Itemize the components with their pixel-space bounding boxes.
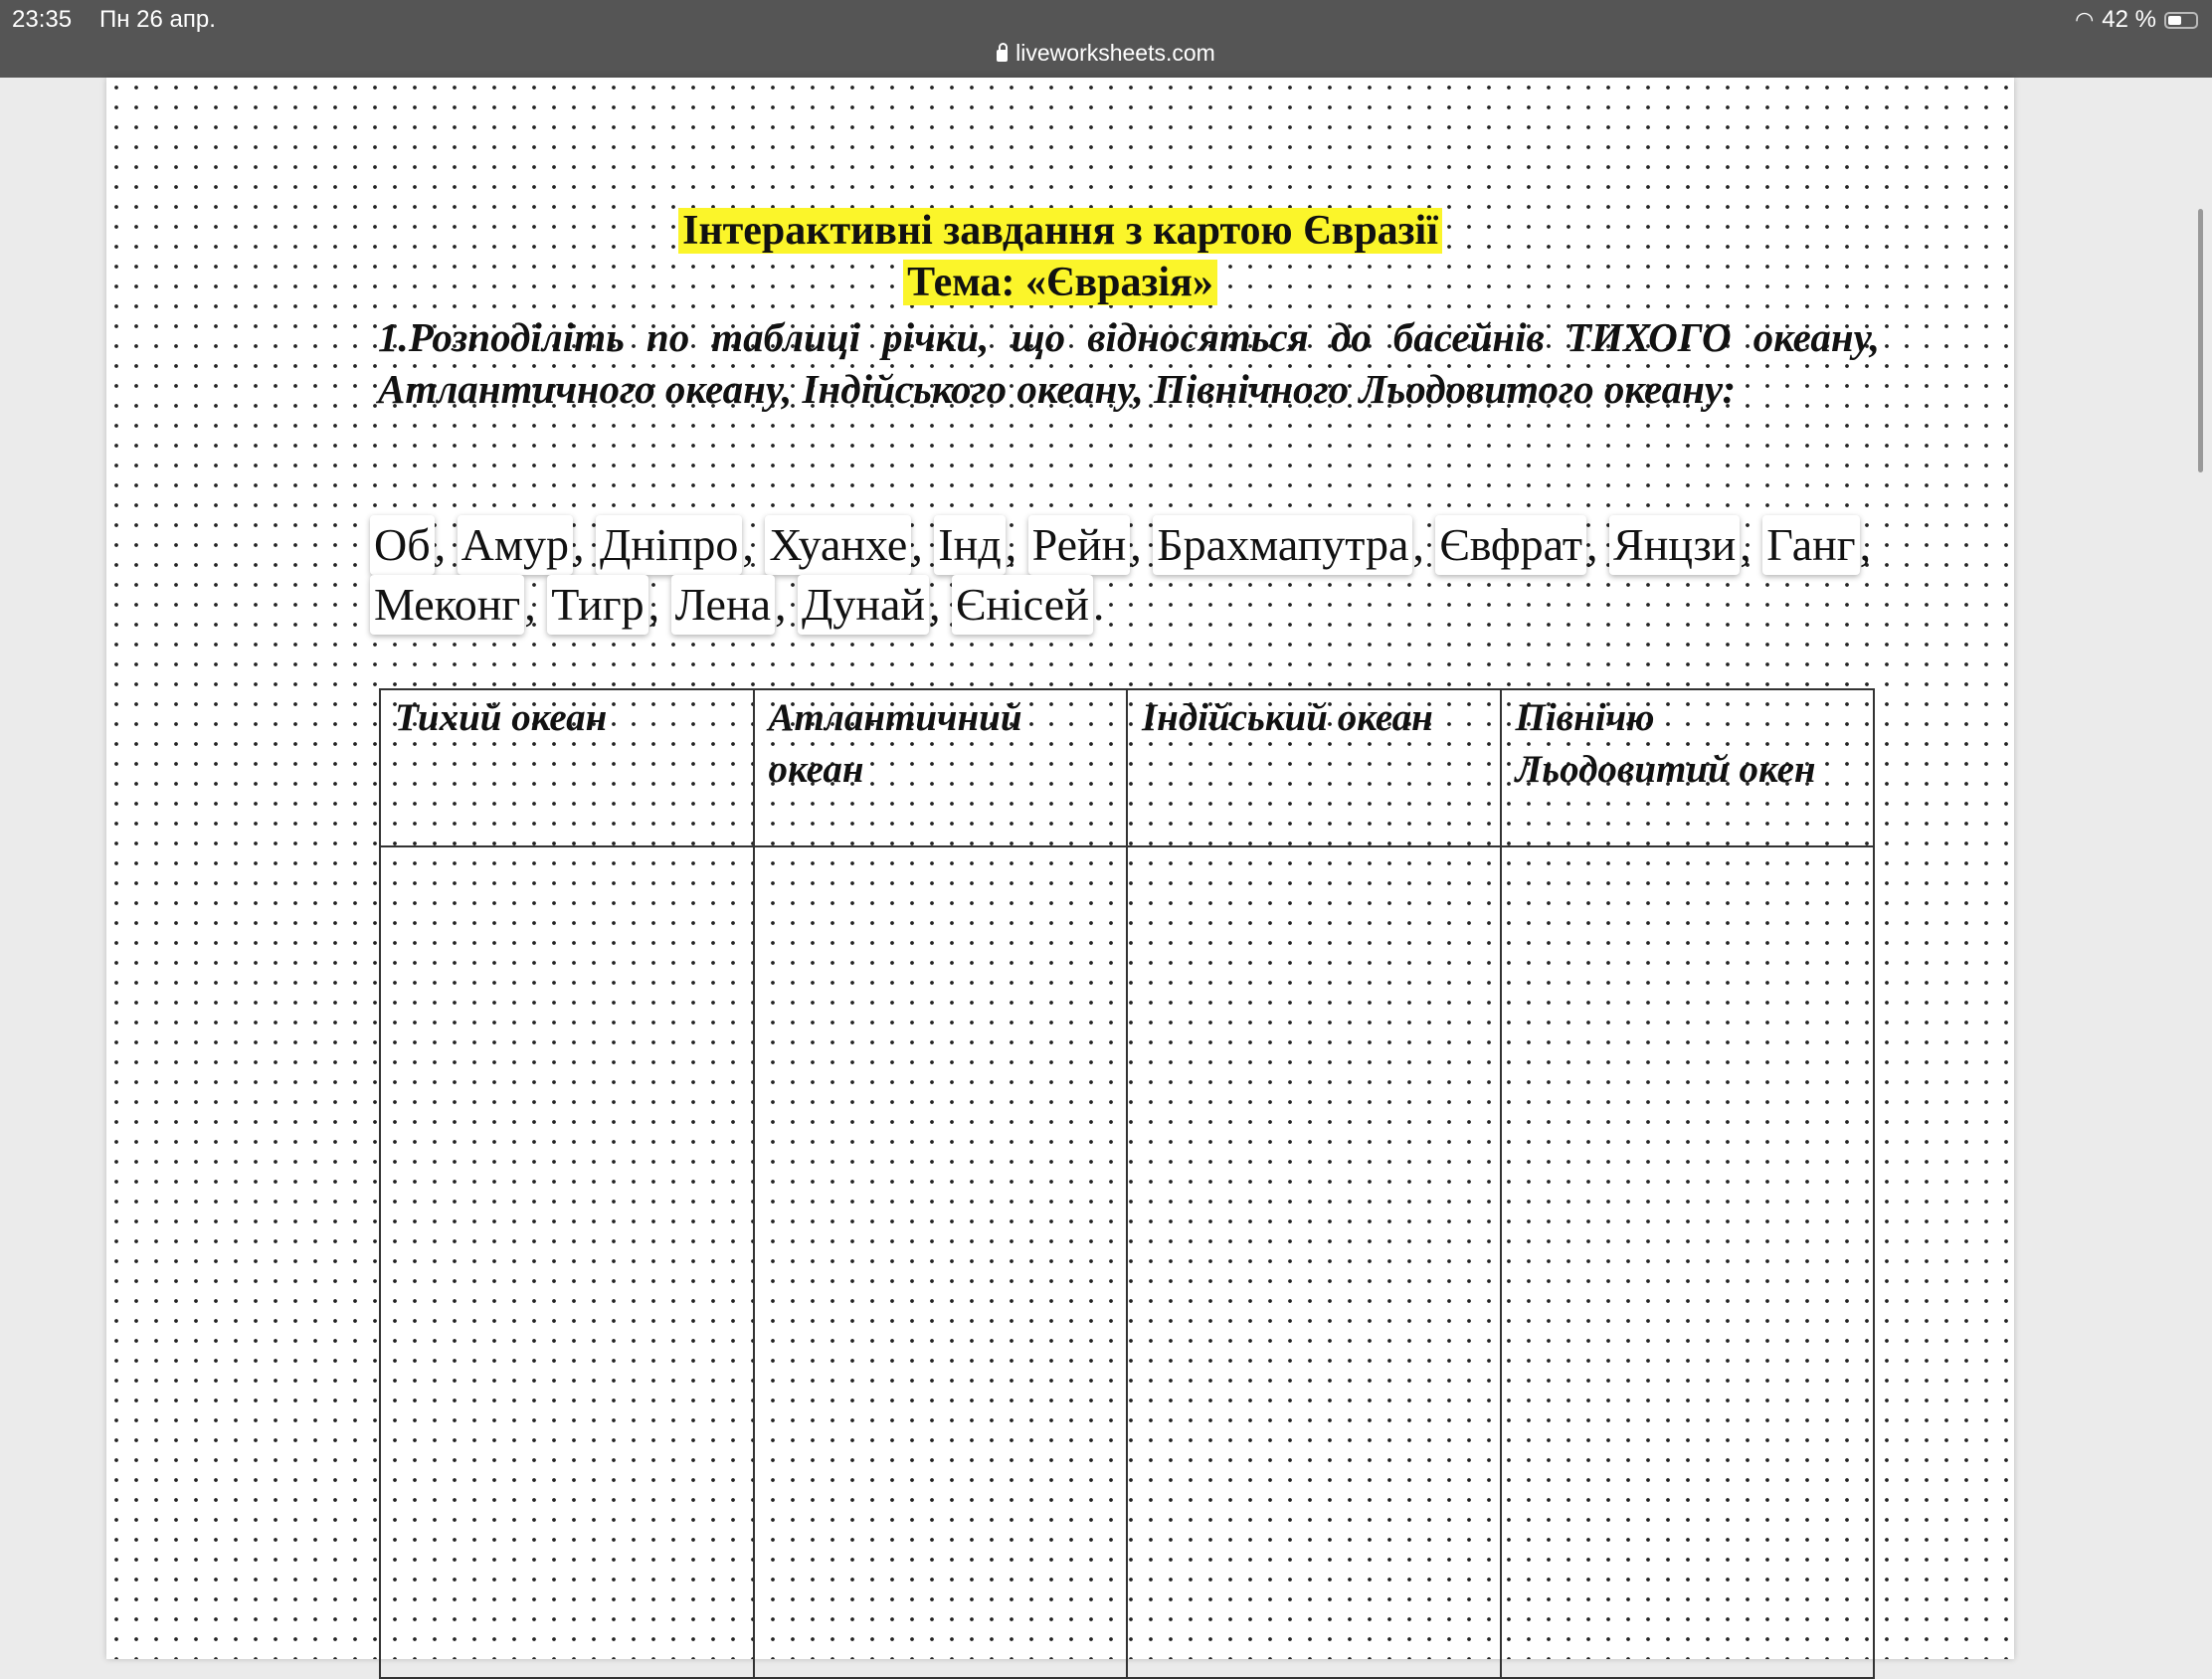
draggable-river-7[interactable]: Брахмапутра [1153, 515, 1412, 575]
draggable-river-1[interactable]: Об [370, 515, 435, 575]
separator: , [1130, 519, 1142, 570]
clock: 23:35 [12, 6, 73, 33]
separator: , [1412, 519, 1424, 570]
drop-zone-pacific[interactable] [380, 846, 754, 1678]
separator: , [434, 519, 447, 570]
draggable-river-3[interactable]: Дніпро [596, 515, 742, 575]
draggable-river-15[interactable]: Єнісей [952, 575, 1093, 635]
separator: , [911, 519, 923, 570]
header-arctic: Північю Льодовитий окен [1501, 689, 1875, 846]
worksheet-page [106, 78, 2014, 1659]
title-line-2: Тема: «Євразія» [106, 259, 2014, 306]
draggable-river-6[interactable]: Рейн [1028, 515, 1131, 575]
battery-percent: 42 % [2102, 6, 2156, 33]
battery-icon [2164, 12, 2198, 29]
draggable-river-4[interactable]: Хуанхе [765, 515, 911, 575]
lock-icon [997, 50, 1008, 62]
scrollbar[interactable] [2198, 209, 2203, 472]
draggable-river-10[interactable]: Ганг [1762, 515, 1859, 575]
draggable-river-5[interactable]: Інд [934, 515, 1005, 575]
task-instructions: 1.Розподіліть по таблиці річки, що відносяться до басейнів ТИХОГО океану, Атлантичного океану, Індійського океану, Північного Льодовитого океану: [378, 314, 1880, 412]
separator: , [1586, 519, 1598, 570]
separator: , [1005, 519, 1017, 570]
header-indian: Індійський океан [1127, 689, 1501, 846]
address-bar[interactable] [0, 40, 2212, 67]
separator: , [524, 579, 536, 630]
header-pacific: Тихий океан [380, 689, 754, 846]
separator: , [929, 579, 941, 630]
separator: . [1092, 579, 1105, 630]
title-line-1: Інтерактивні завдання з картою Євразії [106, 207, 2014, 255]
separator: , [742, 519, 754, 570]
separator: , [775, 579, 787, 630]
wifi-icon: ◠ [2075, 7, 2095, 32]
status-icons [2075, 6, 2198, 34]
draggable-river-14[interactable]: Дунай [798, 575, 929, 635]
status-bar [0, 0, 2212, 78]
separator: , [1859, 519, 1872, 570]
answer-table [379, 688, 1875, 1679]
drop-zone-arctic[interactable] [1501, 846, 1875, 1678]
draggable-river-9[interactable]: Янцзи [1609, 515, 1740, 575]
drop-zone-atlantic[interactable] [754, 846, 1128, 1678]
drop-zone-indian[interactable] [1127, 846, 1501, 1678]
separator: , [572, 519, 585, 570]
header-atlantic: Атлантичний океан [754, 689, 1128, 846]
date: Пн 26 апр. [99, 6, 216, 33]
draggable-river-12[interactable]: Тигр [547, 575, 647, 635]
separator: , [1740, 519, 1751, 570]
separator: , [647, 579, 660, 630]
draggable-river-11[interactable]: Меконг [370, 575, 524, 635]
draggable-river-8[interactable]: Євфрат [1435, 515, 1586, 575]
draggable-river-13[interactable]: Лена [671, 575, 775, 635]
url-text: liveworksheets.com [1015, 40, 1215, 66]
river-word-bank [370, 515, 1922, 635]
draggable-river-2[interactable]: Амур [458, 515, 573, 575]
